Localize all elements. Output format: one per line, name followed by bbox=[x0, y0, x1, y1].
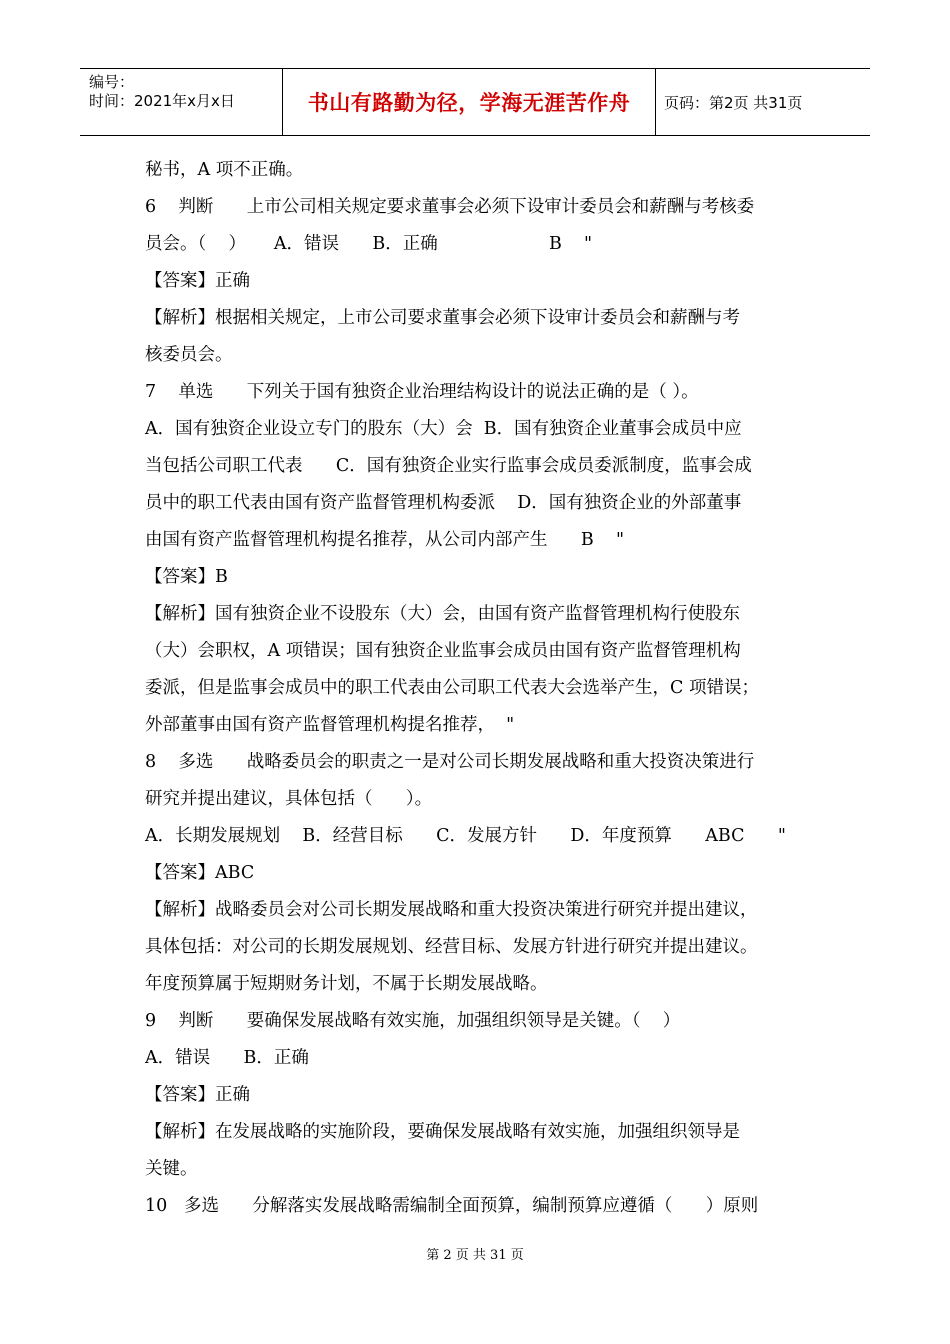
text-line: 【答案】B bbox=[145, 567, 228, 587]
document-body bbox=[145, 152, 810, 1225]
text-line: 【解析】国有独资企业不设股东（大）会，由国有资产监督管理机构行使股东 bbox=[145, 604, 740, 624]
text-line: 委派，但是监事会成员中的职工代表由公司职工代表大会选举产生，C 项错误； bbox=[145, 678, 759, 698]
text-line: 年度预算属于短期财务计划，不属于长期发展战略。 bbox=[145, 974, 548, 994]
text-line: 【解析】在发展战略的实施阶段，要确保发展战略有效实施，加强组织领导是 bbox=[145, 1122, 740, 1142]
header-meta bbox=[80, 69, 282, 135]
text-line: 员中的职工代表由国有资产监督管理机构委派 D．国有独资企业的外部董事 bbox=[145, 493, 742, 513]
text-line: 由国有资产监督管理机构提名推荐，从公司内部产生 B " bbox=[145, 530, 625, 550]
text-line: 【答案】ABC bbox=[145, 863, 255, 883]
text-line: 具体包括：对公司的长期发展规划、经营目标、发展方针进行研究并提出建议。 bbox=[145, 937, 758, 957]
header-motto: 书山有路勤为径，学海无涯苦作舟 bbox=[307, 91, 631, 115]
text-line: A．长期发展规划 B．经营目标 C．发展方针 D．年度预算 ABC " bbox=[145, 826, 786, 846]
text-line: 10 多选 分解落实发展战略需编制全面预算，编制预算应遵循（ ）原则 bbox=[145, 1196, 759, 1216]
serial-label: 编号： bbox=[89, 73, 135, 91]
text-line: 7 单选 下列关于国有独资企业治理结构设计的说法正确的是（ ）。 bbox=[145, 382, 699, 402]
text-line: 【答案】正确 bbox=[145, 271, 250, 291]
text-line: 【答案】正确 bbox=[145, 1085, 250, 1105]
text-line: 【解析】根据相关规定，上市公司要求董事会必须下设审计委员会和薪酬与考 bbox=[145, 308, 740, 328]
text-line: 核委员会。 bbox=[145, 345, 233, 365]
text-line: （大）会职权，A 项错误；国有独资企业监事会成员由国有资产监督管理机构 bbox=[145, 641, 741, 661]
text-line: 9 判断 要确保发展战略有效实施，加强组织领导是关键。（ ） bbox=[145, 1011, 681, 1031]
text-line: 员会。（ ） A．错误 B．正确 B " bbox=[145, 234, 593, 254]
text-line: 当包括公司职工代表 C．国有独资企业实行监事会成员委派制度，监事会成 bbox=[145, 456, 752, 476]
header-motto-cell bbox=[282, 69, 656, 135]
text-line: 【解析】战略委员会对公司长期发展战略和重大投资决策进行研究并提出建议， bbox=[145, 900, 758, 920]
text-line: A．错误 B．正确 bbox=[145, 1048, 309, 1068]
text-line: A．国有独资企业设立专门的股东（大）会 B．国有独资企业董事会成员中应 bbox=[145, 419, 742, 439]
text-line: 关键。 bbox=[145, 1159, 198, 1179]
text-line: 研究并提出建议，具体包括（ ）。 bbox=[145, 789, 433, 809]
text-line: 秘书，A 项不正确。 bbox=[145, 160, 304, 180]
text-line: 外部董事由国有资产监督管理机构提名推荐， " bbox=[145, 715, 515, 735]
page-footer: 第 2 页 共 31 页 bbox=[426, 1248, 524, 1263]
header-page-info: 页码：第2页 共31页 bbox=[664, 93, 803, 112]
page-header bbox=[80, 68, 870, 136]
date-label: 时间：2021年x月x日 bbox=[89, 92, 235, 110]
text-line: 8 多选 战略委员会的职责之一是对公司长期发展战略和重大投资决策进行 bbox=[145, 752, 755, 772]
text-line: 6 判断 上市公司相关规定要求董事会必须下设审计委员会和薪酬与考核委 bbox=[145, 197, 755, 217]
